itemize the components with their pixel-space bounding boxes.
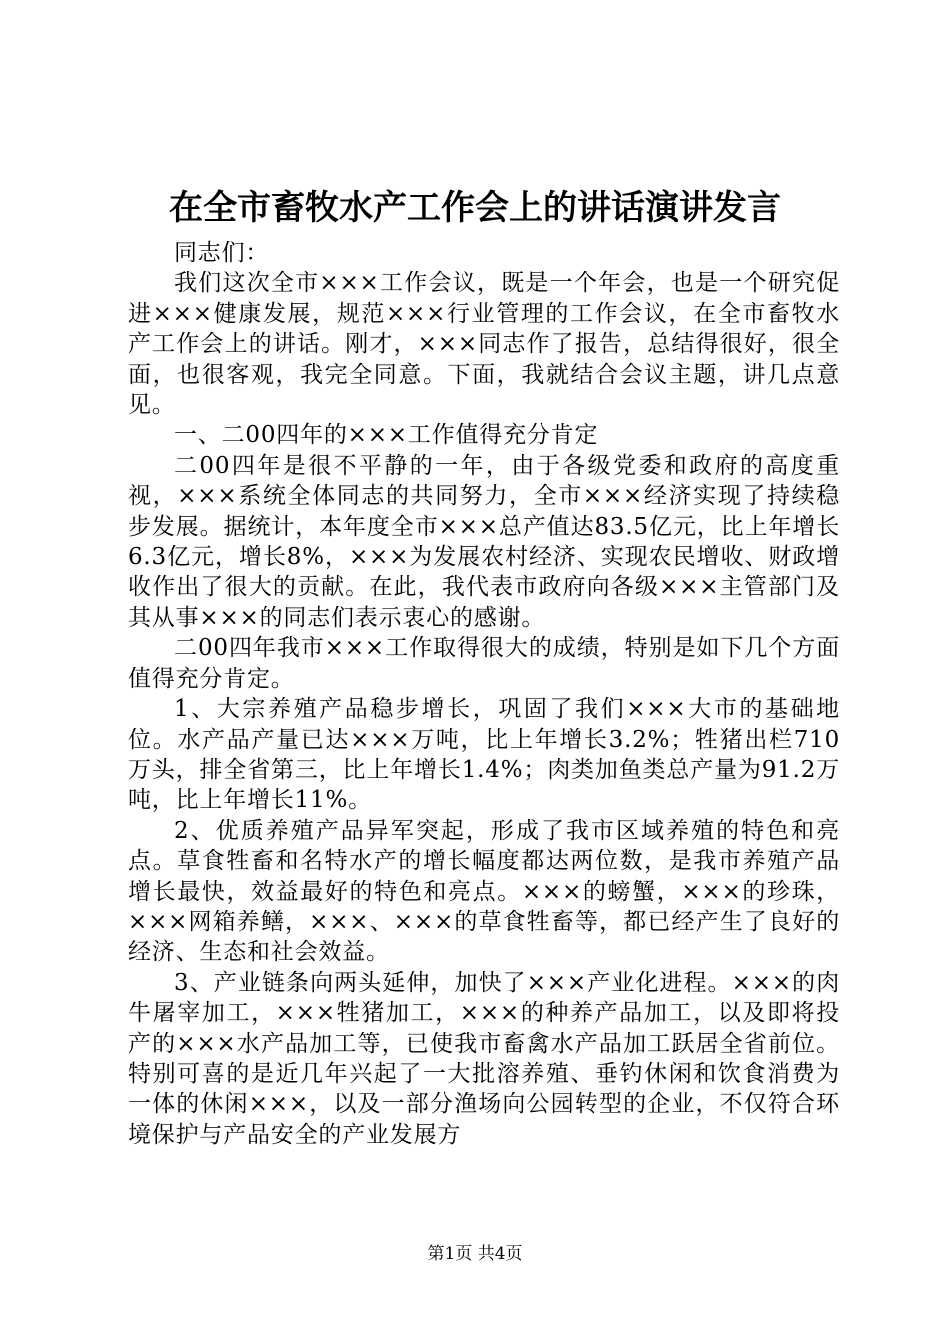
- list-item: 1、大宗养殖产品稳步增长，巩固了我们×××大市的基础地位。水产品产量已达×××万吨，比上年增长3.2%；牲猪出栏710万头，排全省第三，比上年增长1.4%；肉类加鱼类总产量为91.2万吨，比上年增长11%。: [128, 696, 840, 814]
- paragraph: 二00四年我市×××工作取得很大的成绩，特别是如下几个方面值得充分肯定。: [128, 635, 840, 692]
- document-title: 在全市畜牧水产工作会上的讲话演讲发言: [169, 188, 781, 228]
- page-footer: 第1页 共4页: [427, 1244, 523, 1264]
- list-item: 3、产业链条向两头延伸，加快了×××产业化进程。×××的肉牛屠宰加工，×××牲猪加工，×××的种养产品加工，以及即将投产的×××水产品加工等，已使我市畜禽水产品加工跃居全省前位。特别可喜的是近几年兴起了一大批溶养殖、垂钓休闲和饮食消费为一体的休闲×××，以及一部分渔场向公园转型的企业，不仅符合环境保护与产品安全的产业发展方: [128, 969, 840, 1148]
- salutation: 同志们：: [174, 240, 270, 266]
- list-item: 2、优质养殖产品异军突起，形成了我市区域养殖的特色和亮点。草食牲畜和名特水产的增长幅度都达两位数，是我市养殖产品增长最快，效益最好的特色和亮点。×××的螃蟹，×××的珍珠，×××网箱养鳝，×××、×××的草食牲畜等，都已经产生了良好的经济、生态和社会效益。: [128, 817, 840, 966]
- section-heading: 一、二00四年的×××工作值得充分肯定: [174, 422, 599, 449]
- paragraph: 二00四年是很不平静的一年，由于各级党委和政府的高度重视，×××系统全体同志的共同努力，全市×××经济实现了持续稳步发展。据统计，本年度全市×××总产值达83.5亿元，比上年增长6.3亿元，增长8%，×××为发展农村经济、实现农民增收、财政增收作出了很大的贡献。在此，我代表市政府向各级×××主管部门及其从事×××的同志们表示衷心的感谢。: [128, 452, 840, 631]
- paragraph: 我们这次全市×××工作会议，既是一个年会，也是一个研究促进×××健康发展，规范×××行业管理的工作会议，在全市畜牧水产工作会上的讲话。刚才，×××同志作了报告，总结得很好，很全面，也很客观，我完全同意。下面，我就结合会议主题，讲几点意见。: [128, 270, 840, 419]
- document-body: [128, 238, 840, 1150]
